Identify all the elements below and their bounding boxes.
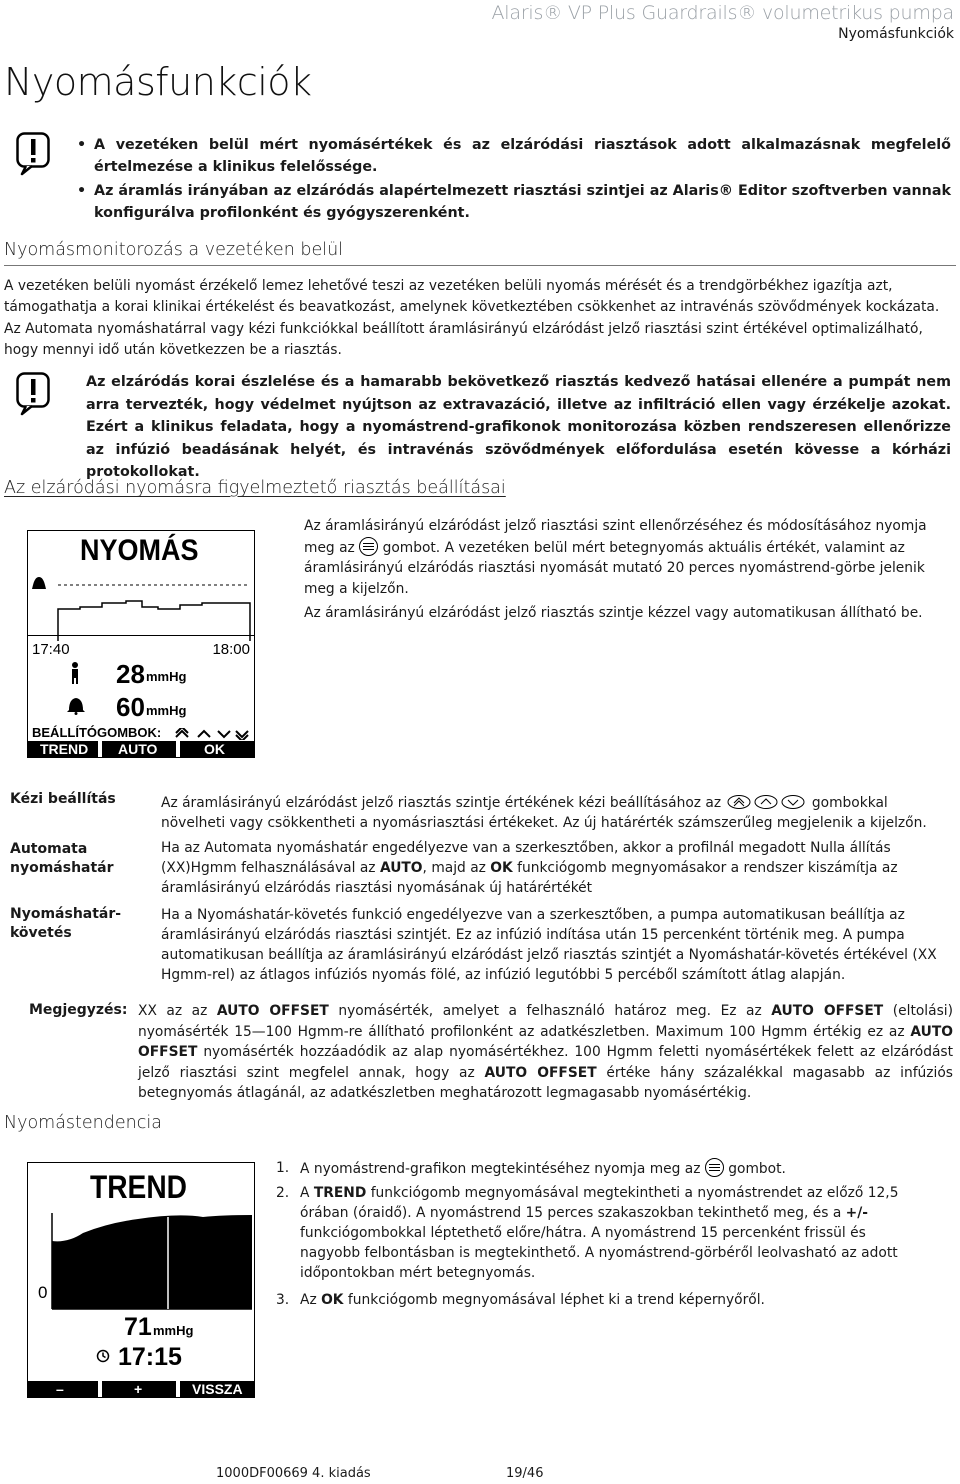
alarm-pressure-unit: mmHg [146,703,187,718]
step-2: 2. A TREND funkciógomb megnyomásával megtekintheti a nyomástrendet az előző 12,5 órában (óraidő). A nyomástrend 15 perces szakaszokban tekinthető meg, és a +/- funkciógombokkal léptethető előre/hátra. A nyomástrend 15 percenként frissül és nagyobb felbontásban is megtekinthető. A nyomástrend-görbéről leolvasható az adott időpontokban mért betegnyomás. [276,1185,899,1281]
softkey-plus[interactable]: + [134,1381,143,1397]
patient-icon [68,662,82,684]
pressure-screen [27,530,255,758]
step-1: 1. A nyomástrend-grafikon megtekintéséhez nyomja meg az gombot. [276,1160,786,1177]
time-start: 17:40 [32,641,70,658]
softkey-bar [28,741,254,757]
header-product: Alaris® VP Plus Guardrails® volumetrikus pumpa [491,2,954,24]
softkey-ok[interactable]: OK [204,741,225,757]
axis-zero: 0 [38,1283,48,1302]
alarm-settings-intro: Az áramlásirányú elzáródást jelző riasztási szint ellenőrzéséhez és módosításához nyomja meg az gombot. A vezetéken belül mért betegnyomás aktuális értékét, valamint az áramlásirányú elzáródás riasztási nyomását mutató 20 perces nyomástrend-görbe jelenik meg a kijelzőn. [304,518,927,597]
patient-pressure-unit: mmHg [146,669,187,684]
section-heading-trend: Nyomástendencia [4,1113,162,1133]
note-label: Megjegyzés: [29,1002,128,1018]
label-manual: Kézi beállítás [10,791,116,807]
header-section: Nyomásfunkciók [838,26,954,42]
menu-key-icon [705,1158,724,1177]
clock-icon [96,1349,110,1363]
softkey-auto[interactable]: AUTO [118,741,158,757]
warning-early-detection: Az elzáródás korai észlelése és a hamarabb bekövetkező riasztás kedvező hatásai ellenére a pumpát nem arra tervezték, hogy védelmet nyújtson az extravazáció, illetve az infiltráció ellen vagy érzékelje azokat. Ezért a klinikus feladata, hogy a nyomástrend-grafikonok monitorozása közben rendszeresen ellenőrizze az infúzió beadásának helyét, és intravénás szövődmények előfordulása esetén kövesse a kórházi protokollokat. [86,374,951,480]
step-3: 3. Az OK funkciógomb megnyomásával léphet ki a trend képernyőről. [276,1292,765,1308]
desc-manual: Az áramlásirányú elzáródást jelző riasztás szintje értékének kézi beállításához az gombokkal növelheti vagy csökkentheti a nyomásriasztási értékeket. Az új határérték számszerűleg megjelenik a kijelzőn. [161,795,927,831]
pressure-graph [30,573,252,643]
menu-key-icon [359,537,378,556]
trend-graph [28,1213,252,1311]
warning-icon [16,132,50,176]
section-heading-monitoring: Nyomásmonitorozás a vezetéken belül [4,240,344,260]
softkey-bar [28,1381,254,1397]
trend-pressure-unit: mmHg [153,1323,194,1338]
warning-bullet-1: • A vezetéken belül mért nyomásértékek és az elzáródási riasztások adott alkalmazásnak megfelelő értelmezése a klinikus felelőssége. [77,137,951,175]
note-text: XX az az AUTO OFFSET nyomásérték, amelyet a felhasználó határoz meg. Ez az AUTO OFFSET (eltolási) nyomásérték 15—100 Hgmm-re állítható profilonként az adatkészletben. Maximum 100 Hgmm értékig ez az AUTO OFFSET nyomásérték hozzáadódik az alap nyomásértékhez. 100 Hgmm feletti nyomásértékek felett az elzáródást jelző riasztási szint megfelel annak, hogy az AUTO OFFSET értéke hány százalékkal magasabb az infúziós betegnyomás átlagánál, az adatkészletben meghatározott legmagasabb nyomásértékig. [138,1003,954,1101]
trend-time: 17:15 [118,1343,182,1371]
setting-keys-label: BEÁLLÍTÓGOMBOK: [32,725,162,740]
alarm-pressure-value: 60 [116,692,145,722]
warning-bullet-2: • Az áramlás irányában az elzáródás alapértelmezett riasztási szintjei az Alaris® Editor szoftverben vannak konfigurálva profilonként és gyógyszerenként. [77,183,951,221]
softkey-minus[interactable]: – [56,1381,64,1397]
desc-auto-limit: Ha az Automata nyomáshatár engedélyezve van a szerkesztőben, akkor a profilnál megadott Nulla állítás (XX)Hgmm felhasználásával az AUTO, majd az OK funkciógomb megnyomásakor a rendszer kiszámítja az áramlásirányú elzáródás riasztási nyomásának új határértékét [161,840,898,896]
softkey-back[interactable]: VISSZA [192,1381,243,1397]
softkey-trend[interactable]: TREND [40,741,89,757]
bell-icon [32,577,46,589]
section-heading-alarm-settings: Az elzáródási nyomásra figyelmeztető riasztás beállításai [4,478,506,498]
trend-pressure-value: 71 [124,1313,152,1341]
label-auto-limit: Automata nyomáshatár [10,841,114,876]
screen-title: TREND [90,1169,187,1205]
warning-icon [16,372,50,416]
chevron-keys-icon [727,795,805,809]
alarm-settings-intro-2: Az áramlásirányú elzáródást jelző riasztás szintje kézzel vagy automatikusan állítható be. [304,605,923,621]
page-title: Nyomásfunkciók [4,60,312,104]
patient-pressure-value: 28 [116,659,145,689]
bell-icon [66,695,86,715]
paragraph-monitoring: A vezetéken belüli nyomást érzékelő lemez lehetővé teszi az vezetéken belüli nyomás mérését és a trendgörbékhez igazítja azt, támogathatja a korai klinikai értékelést és beavatkozást, amelynek következtében csökkenhet az intravénás szövődmények kockázata. [4,278,940,315]
time-end: 18:00 [212,641,250,658]
label-limit-tracking: Nyomáshatár-követés [10,906,122,941]
footer-doc: 1000DF00669 4. kiadás [216,1466,371,1481]
screen-title: NYOMÁS [80,534,199,567]
desc-limit-tracking: Ha a Nyomáshatár-követés funkció engedélyezve van a szerkesztőben, a pumpa automatikusan beállítja az áramlásirányú elzáródás riasztási szintjét. Ez az infúzió indítása után 15 percenként történik meg. A pumpa automatikusan beállítja az áramlásirányú elzáródást jelző riasztás szintjét a Nyomáshatár-követés értékével (XX Hgmm-rel) az átlagos infúziós nyomás fölé, az infúzió legutóbbi 5 percéből számított átlag alapján. [161,907,937,983]
section-rule [4,265,956,266]
footer-page: 19/46 [506,1466,544,1481]
paragraph-occlusion: Az Automata nyomáshatárral vagy kézi funkciókkal beállított áramlásirányú elzáródást jelző riasztási szint értékével optimalizálható, hogy mennyi idő után következzen be a riasztás. [4,321,923,358]
trend-screen [27,1162,255,1398]
chevron-keys-icon [174,728,252,740]
